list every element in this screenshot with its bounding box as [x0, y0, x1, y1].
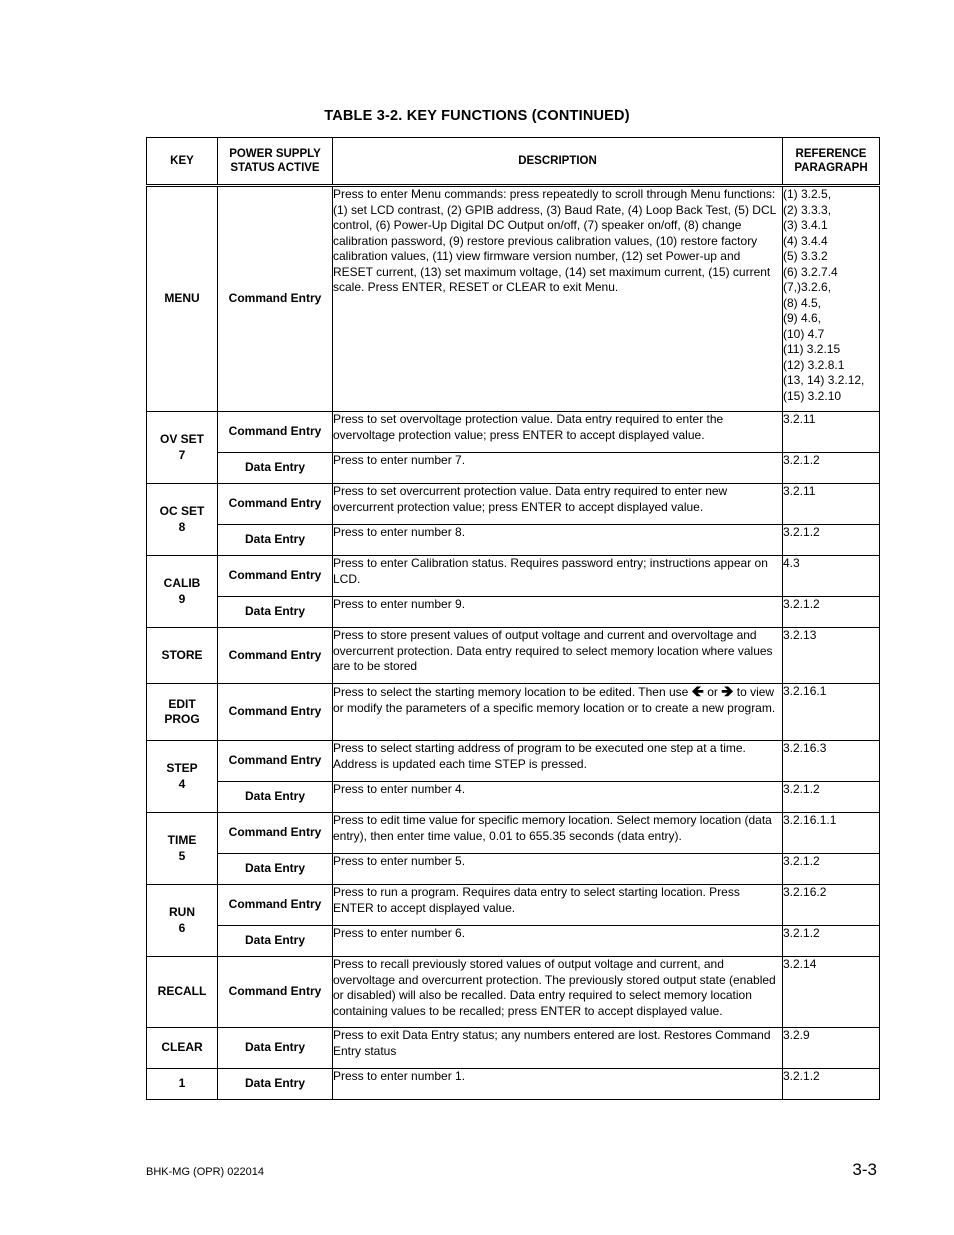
status-cell: Command Entry: [218, 484, 333, 525]
status-cell: Data Entry: [218, 1028, 333, 1069]
header-description: DESCRIPTION: [333, 138, 783, 186]
reference-line: (5) 3.3.2: [783, 249, 828, 263]
status-cell: Data Entry: [218, 854, 333, 885]
reference-line: (1) 3.2.5,: [783, 187, 832, 201]
page-number: 3-3: [852, 1160, 877, 1179]
reference-cell: 3.2.16.1: [783, 684, 880, 741]
header-key: KEY: [147, 138, 218, 186]
description-cell: Press to run a program. Requires data entry to select starting location. Press ENTER to accept displayed value.: [333, 885, 783, 926]
description-text: or: [707, 685, 718, 699]
description-cell: Press to enter number 1.: [333, 1069, 783, 1100]
status-cell: Data Entry: [218, 1069, 333, 1100]
status-cell: Data Entry: [218, 453, 333, 484]
table-row: [147, 453, 880, 484]
description-cell: Press to enter Calibration status. Requires password entry; instructions appear on LCD.: [333, 556, 783, 597]
status-cell: Command Entry: [218, 741, 333, 782]
reference-cell: 3.2.13: [783, 628, 880, 684]
key-name: TIME: [167, 833, 197, 847]
reference-cell: 4.3: [783, 556, 880, 597]
table-row: [147, 813, 880, 854]
table-row: [147, 885, 880, 926]
status-cell: Command Entry: [218, 684, 333, 741]
reference-line: (12) 3.2.8.1: [783, 357, 845, 372]
reference-line: (9) 4.6,: [783, 311, 822, 325]
status-cell: Command Entry: [218, 628, 333, 684]
key-cell: [147, 813, 218, 885]
key-number: 4: [178, 776, 186, 791]
key-name: EDIT: [168, 696, 196, 711]
key-cell: [147, 684, 218, 741]
description-cell: Press to enter number 5.: [333, 854, 783, 885]
table-header-row: [147, 138, 880, 186]
status-cell: Data Entry: [218, 782, 333, 813]
key-name: RUN: [169, 905, 195, 919]
table-row: [147, 556, 880, 597]
key-name: CALIB: [163, 576, 201, 590]
table-row: [147, 1069, 880, 1100]
key-name-line2: PROG: [164, 712, 200, 726]
arrow-right-icon: 🡺: [721, 683, 734, 700]
reference-line: (3) 3.4.1: [783, 218, 828, 232]
key-number: 9: [178, 591, 186, 606]
key-name: OC SET: [159, 504, 205, 518]
reference-cell: 3.2.1.2: [783, 782, 880, 813]
key-number: 8: [178, 519, 186, 534]
table-row: [147, 926, 880, 957]
reference-cell: 3.2.14: [783, 957, 880, 1028]
reference-line: (6) 3.2.7.4: [783, 264, 838, 279]
reference-cell: 3.2.11: [783, 484, 880, 525]
reference-line: (13, 14) 3.2.12,: [783, 373, 865, 387]
description-text: Press to select the starting memory location to be edited. Then use: [333, 685, 689, 699]
arrow-left-icon: 🡸: [691, 683, 704, 700]
description-cell: Press to enter number 8.: [333, 525, 783, 556]
table-title: TABLE 3-2. KEY FUNCTIONS (CONTINUED): [324, 108, 630, 124]
description-cell: Press to enter Menu commands: press repeatedly to scroll through Menu functions: (1) set LCD contrast, (2) GPIB address, (3) Baud Rate, (4) Loop Back Test, (5) DCL control, (6) Power-Up Digital DC Output on/off, (7) speaker on/off, (8) change calibration password, (9) restore previous calibration values, (10) restore factory calibration values, (11) view firmware version number, (12) set Power-up and RESET current, (13) set maximum voltage, (14) set maximum current, (15) current scale. Press ENTER, RESET or CLEAR to exit Menu.: [333, 186, 783, 412]
reference-cell: 3.2.1.2: [783, 926, 880, 957]
key-number: 6: [178, 920, 186, 935]
key-number: 5: [178, 848, 186, 863]
description-cell: Press to enter number 9.: [333, 597, 783, 628]
status-cell: Command Entry: [218, 186, 333, 412]
reference-line: (11) 3.2.15: [783, 342, 841, 356]
reference-cell: 3.2.1.2: [783, 1069, 880, 1100]
reference-line: (7,)3.2.6,: [783, 280, 832, 294]
reference-line: (15) 3.2.10: [783, 388, 842, 403]
description-cell: Press to edit time value for specific memory location. Select memory location (data entry), then enter time value, 0.01 to 655.35 seconds (data entry).: [333, 813, 783, 854]
reference-cell: 3.2.11: [783, 412, 880, 453]
description-cell: Press to select starting address of program to be executed one step at a time. Address is updated each time STEP is pressed.: [333, 741, 783, 782]
reference-cell: 3.2.1.2: [783, 453, 880, 484]
table-row: [147, 412, 880, 453]
reference-cell: [783, 186, 880, 412]
table-row: [147, 597, 880, 628]
key-number: 7: [178, 447, 186, 462]
table-row: [147, 741, 880, 782]
table-row: [147, 684, 880, 741]
document-id: BHK-MG (OPR) 022014: [146, 1166, 264, 1178]
reference-line: (10) 4.7: [783, 326, 825, 341]
status-cell: Command Entry: [218, 885, 333, 926]
status-cell: Data Entry: [218, 597, 333, 628]
header-reference: REFERENCE PARAGRAPH: [783, 138, 880, 186]
reference-cell: 3.2.1.2: [783, 525, 880, 556]
key-cell: [147, 885, 218, 957]
description-cell: Press to enter number 7.: [333, 453, 783, 484]
description-cell: Press to store present values of output voltage and current and overvoltage and overcurrent protection. Data entry required to select memory location where values are to be stored: [333, 628, 783, 684]
key-name: OV SET: [159, 432, 204, 446]
reference-cell: 3.2.1.2: [783, 597, 880, 628]
key-cell: 1: [147, 1069, 218, 1100]
header-status: POWER SUPPLY STATUS ACTIVE: [218, 138, 333, 186]
table-row: [147, 484, 880, 525]
reference-cell: 3.2.1.2: [783, 854, 880, 885]
description-cell: Press to enter number 6.: [333, 926, 783, 957]
reference-line: (8) 4.5,: [783, 295, 822, 310]
reference-cell: 3.2.16.3: [783, 741, 880, 782]
status-cell: Data Entry: [218, 926, 333, 957]
table-row: [147, 628, 880, 684]
key-cell: [147, 556, 218, 628]
reference-cell: 3.2.9: [783, 1028, 880, 1069]
description-cell: Press to enter number 4.: [333, 782, 783, 813]
status-cell: Command Entry: [218, 813, 333, 854]
key-cell: [147, 412, 218, 484]
table-row: [147, 186, 880, 412]
key-cell: STORE: [147, 628, 218, 684]
description-cell: [333, 684, 783, 741]
description-cell: Press to exit Data Entry status; any numbers entered are lost. Restores Command Entry status: [333, 1028, 783, 1069]
table-row: [147, 782, 880, 813]
reference-cell: 3.2.16.2: [783, 885, 880, 926]
status-cell: Command Entry: [218, 412, 333, 453]
table-row: [147, 957, 880, 1028]
description-cell: Press to set overvoltage protection value. Data entry required to enter the overvoltage protection value; press ENTER to accept displayed value.: [333, 412, 783, 453]
reference-cell: 3.2.16.1.1: [783, 813, 880, 854]
description-cell: Press to set overcurrent protection value. Data entry required to enter new overcurrent protection value; press ENTER to accept displayed value.: [333, 484, 783, 525]
table-row: [147, 854, 880, 885]
key-name: STEP: [166, 761, 198, 775]
status-cell: Data Entry: [218, 525, 333, 556]
table-row: [147, 1028, 880, 1069]
reference-line: (2) 3.3.3,: [783, 202, 832, 217]
description-cell: Press to recall previously stored values of output voltage and current, and overvoltage and overcurrent protection. The previously stored output state (enabled or disabled) will also be recalled. Data entry required to select memory location containing values to be recalled; press ENTER to accept displayed value.: [333, 957, 783, 1028]
key-cell: CLEAR: [147, 1028, 218, 1069]
key-cell: [147, 741, 218, 813]
key-cell: [147, 484, 218, 556]
reference-line: (4) 3.4.4: [783, 233, 828, 248]
key-cell: MENU: [147, 186, 218, 412]
key-cell: RECALL: [147, 957, 218, 1028]
key-functions-table: [146, 137, 880, 1100]
table-row: [147, 525, 880, 556]
status-cell: Command Entry: [218, 556, 333, 597]
description-text: to view or modify the parameters of a specific memory location or to create a new program.: [333, 685, 776, 715]
status-cell: Command Entry: [218, 957, 333, 1028]
